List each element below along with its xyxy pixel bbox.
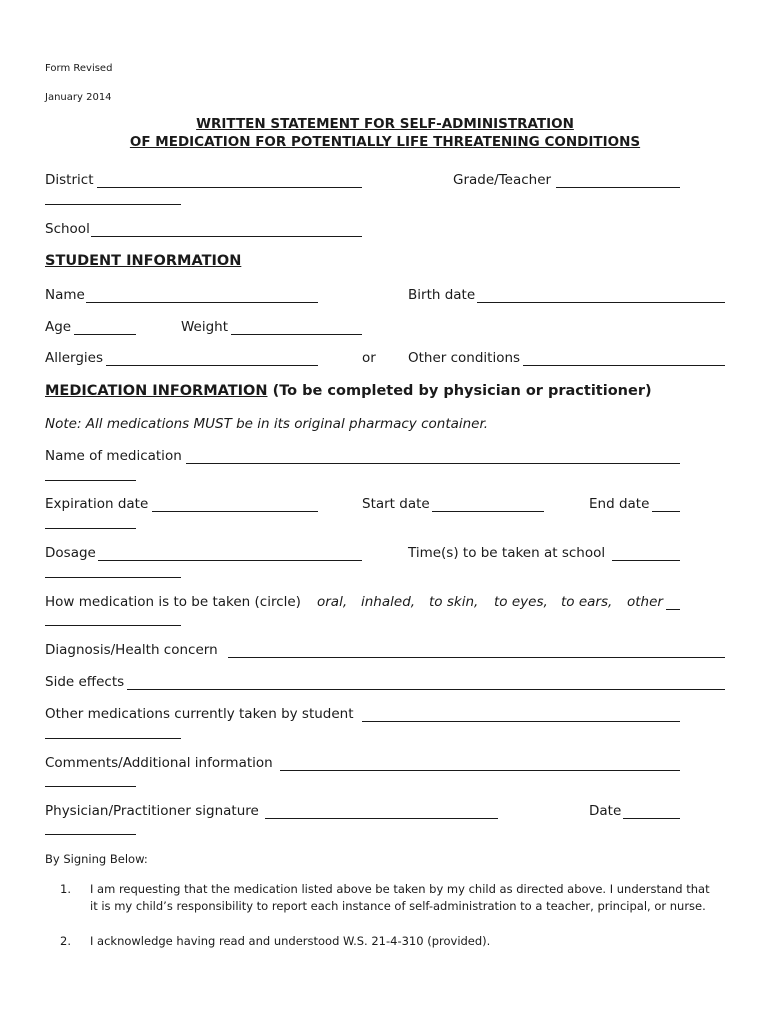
diagnosis-field[interactable] xyxy=(228,657,725,658)
other-medications-label: Other medications currently taken by student xyxy=(45,706,354,722)
name-field[interactable] xyxy=(86,302,318,303)
form-revised-label: Form Revised xyxy=(45,63,113,74)
other-medications-field[interactable] xyxy=(362,721,680,722)
times-at-school-field[interactable] xyxy=(612,560,680,561)
start-date-field[interactable] xyxy=(432,511,544,512)
signing-intro: By Signing Below: xyxy=(45,852,148,866)
route-to-eyes[interactable]: to eyes, xyxy=(494,594,548,610)
allergies-label: Allergies xyxy=(45,350,104,366)
route-other-field-continued[interactable] xyxy=(45,625,181,626)
route-other-field[interactable] xyxy=(666,609,680,610)
container-note: Note: All medications MUST be in its original pharmacy container. xyxy=(45,416,489,432)
other-conditions-field[interactable] xyxy=(523,365,725,366)
district-label: District xyxy=(45,172,94,188)
list-number: 2. xyxy=(60,934,71,948)
route-oral[interactable]: oral, xyxy=(317,594,348,610)
comments-field[interactable] xyxy=(280,770,680,771)
signing-list-item-2 xyxy=(60,933,710,950)
route-other[interactable]: other xyxy=(627,594,663,610)
side-effects-field[interactable] xyxy=(127,689,725,690)
signing-list-item-1 xyxy=(60,881,710,933)
end-date-field[interactable] xyxy=(652,511,680,512)
school-label: School xyxy=(45,221,90,237)
expiration-date-label: Expiration date xyxy=(45,496,149,512)
birth-date-field[interactable] xyxy=(477,302,725,303)
grade-teacher-field-continued[interactable] xyxy=(45,204,181,205)
other-conditions-label: Other conditions xyxy=(408,350,521,366)
medication-name-label: Name of medication xyxy=(45,448,182,464)
list-text: I acknowledge having read and understood W.S. 21-4-310 (provided). xyxy=(90,934,491,948)
times-at-school-label: Time(s) to be taken at school xyxy=(408,545,606,561)
weight-field[interactable] xyxy=(231,334,362,335)
list-text: I am requesting that the medication listed above be taken by my child as directed above. I understand that it is my child’s responsibility to report each instance of self-administration to a teacher, principal, or nurse. xyxy=(90,882,710,913)
medication-heading-note: (To be completed by physician or practitioner) xyxy=(272,383,652,399)
allergies-field[interactable] xyxy=(106,365,318,366)
date-field[interactable] xyxy=(623,818,680,819)
form-revised-date: January 2014 xyxy=(45,92,112,103)
other-medications-field-continued[interactable] xyxy=(45,738,181,739)
end-date-label: End date xyxy=(589,496,650,512)
diagnosis-label: Diagnosis/Health concern xyxy=(45,642,218,658)
medication-info-heading: MEDICATION INFORMATION (To be completed by physician or practitioner) xyxy=(45,383,652,399)
name-label: Name xyxy=(45,287,85,303)
how-taken-label: How medication is to be taken (circle) xyxy=(45,594,301,610)
school-field[interactable] xyxy=(91,236,362,237)
end-date-field-continued[interactable] xyxy=(45,528,136,529)
age-field[interactable] xyxy=(74,334,136,335)
date-label: Date xyxy=(589,803,622,819)
grade-teacher-label: Grade/Teacher xyxy=(453,172,552,188)
student-info-heading: STUDENT INFORMATION xyxy=(45,253,242,269)
form-title-line-2: OF MEDICATION FOR POTENTIALLY LIFE THREATENING CONDITIONS xyxy=(129,134,641,150)
route-inhaled[interactable]: inhaled, xyxy=(361,594,416,610)
start-date-label: Start date xyxy=(362,496,430,512)
route-to-ears[interactable]: to ears, xyxy=(561,594,613,610)
signature-label: Physician/Practitioner signature xyxy=(45,803,259,819)
expiration-date-field[interactable] xyxy=(152,511,318,512)
or-label: or xyxy=(362,350,376,366)
list-number: 1. xyxy=(60,882,71,896)
age-label: Age xyxy=(45,319,72,335)
comments-label: Comments/Additional information xyxy=(45,755,273,771)
date-field-continued[interactable] xyxy=(45,834,136,835)
grade-teacher-field[interactable] xyxy=(556,187,680,188)
form-title-line-1: WRITTEN STATEMENT FOR SELF-ADMINISTRATION xyxy=(196,116,574,132)
birth-date-label: Birth date xyxy=(408,287,476,303)
comments-field-continued[interactable] xyxy=(45,786,136,787)
weight-label: Weight xyxy=(181,319,229,335)
medication-name-field[interactable] xyxy=(186,463,680,464)
times-at-school-field-continued[interactable] xyxy=(45,577,181,578)
district-field[interactable] xyxy=(97,187,362,188)
signature-field[interactable] xyxy=(265,818,498,819)
dosage-label: Dosage xyxy=(45,545,96,561)
route-to-skin[interactable]: to skin, xyxy=(429,594,479,610)
medication-name-field-continued[interactable] xyxy=(45,480,136,481)
dosage-field[interactable] xyxy=(98,560,362,561)
side-effects-label: Side effects xyxy=(45,674,125,690)
